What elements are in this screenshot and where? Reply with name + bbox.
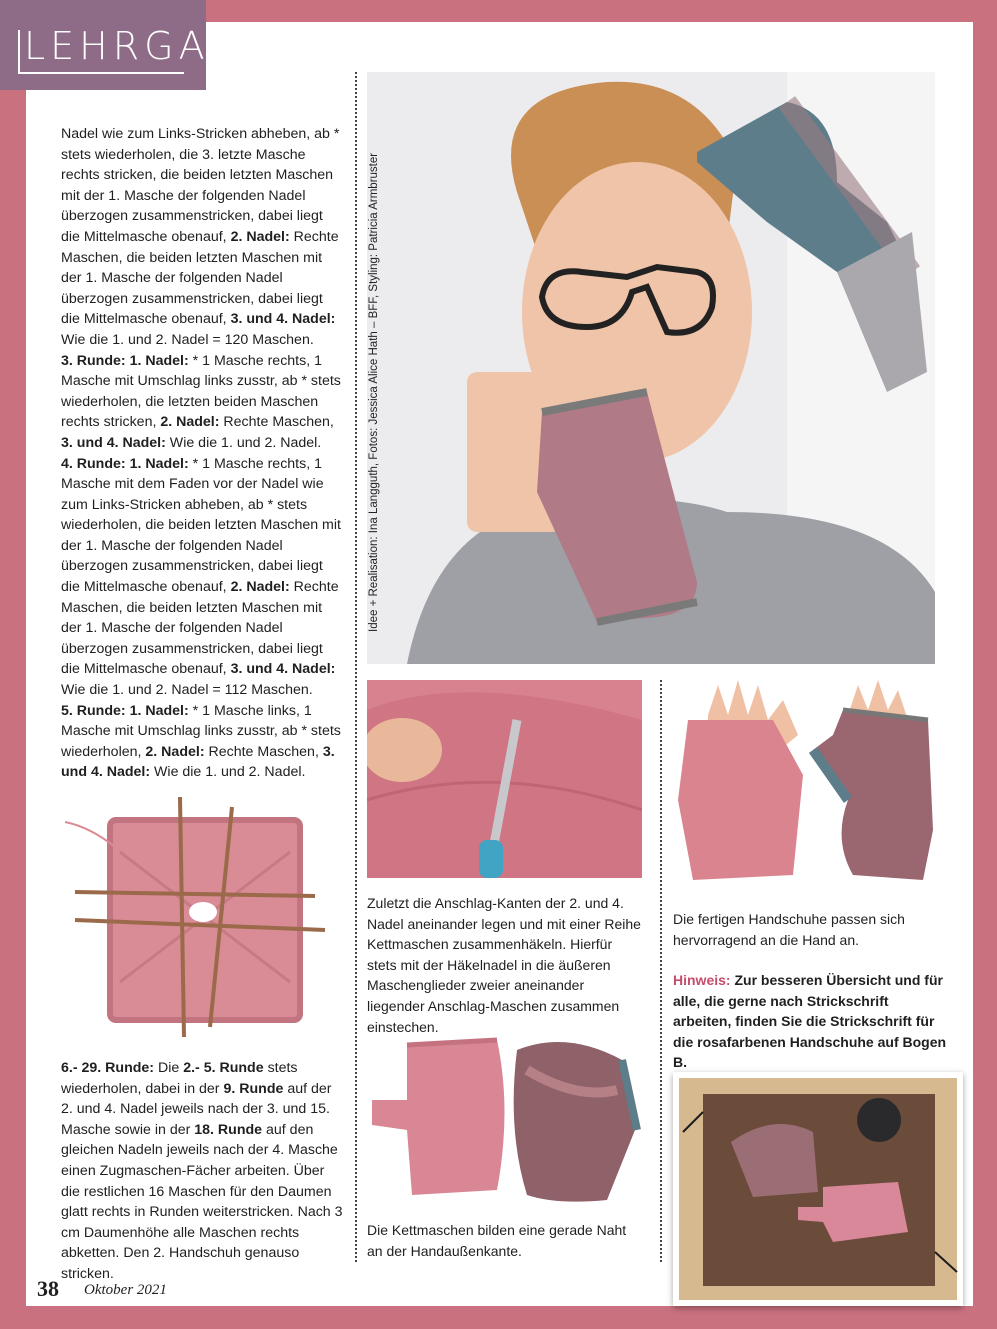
text-run: Nadel wie zum Links-Stricken abheben, ab * stets wiederholen, die 3. letzte Masche rechts stricken, die beiden letzten Maschen mit der 1. Masche der folgenden Nadel überzogen zusammenstricken, dabei liegt die Mittelmasche obenauf, bbox=[61, 126, 340, 245]
photo-credit: Idee + Realisation: Ina Langguth, Fotos: Jessica Alice Hath – BFF, Styling: Patricia Armbruster bbox=[368, 152, 380, 632]
hint-box bbox=[673, 970, 948, 1073]
bold-run: 9. Runde bbox=[223, 1080, 284, 1097]
placemat-mittens-photo bbox=[673, 1072, 963, 1306]
text-run: Wie die 1. und 2. Nadel. bbox=[165, 434, 322, 451]
bold-run: 2.- 5. Runde bbox=[183, 1060, 264, 1076]
bold-run: 2. Nadel: bbox=[230, 228, 290, 245]
crochet-hook-photo bbox=[367, 680, 642, 878]
bold-run: 3. und 4. Nadel: bbox=[230, 311, 336, 328]
bold-run: 6.- 29. Runde: bbox=[61, 1060, 155, 1076]
bold-run: 18. Runde bbox=[194, 1121, 263, 1138]
text-run: Rechte Maschen, die beiden letzten Maschen mit der 1. Masche der folgenden Nadel überzogen zusammenstricken, dabei liegt die Mittelmasche obenauf, bbox=[61, 228, 339, 328]
instructions-intro bbox=[61, 124, 344, 351]
page-number: 38 bbox=[37, 1276, 59, 1301]
section-tab bbox=[0, 0, 278, 90]
issue-date: Oktober 2021 bbox=[84, 1282, 167, 1298]
text-run: stets wiederholen, dabei in der bbox=[61, 1060, 298, 1097]
text-run: Wie die 1. und 2. Nadel. bbox=[150, 764, 306, 781]
section-tab-label: LEHRGANG bbox=[24, 24, 278, 68]
bold-run: 2. Nadel: bbox=[160, 414, 220, 431]
instructions-column-top bbox=[61, 124, 344, 783]
text-run: auf den gleichen Nadeln jeweils nach der 4. Masche einen Zugmaschen-Fächer arbeiten. Über die restlichen 16 Maschen für den Daumen glatt rechts in Runden weiterstricken. Nach 3 cm Daumenhöhe alle Maschen rechts abketten. Den 2. Handschuh genauso stricken. bbox=[61, 1121, 343, 1282]
round-3-paragraph bbox=[61, 351, 344, 454]
hint-label: Hinweis: bbox=[673, 972, 731, 988]
text-run: * 1 Masche rechts, 1 Masche mit Umschlag links zusstr, ab * stets wiederholen, die letzten beiden Maschen rechts stricken, bbox=[61, 352, 341, 431]
tab-decor-line bbox=[18, 30, 20, 74]
caption-seam: Die Kettmaschen bilden eine gerade Naht an der Handaußenkante. bbox=[367, 1222, 627, 1259]
caption-hands: Die fertigen Handschuhe passen sich hervorragend an die Hand an. bbox=[673, 911, 905, 948]
round-5-paragraph bbox=[61, 701, 344, 783]
bold-run: 3. und 4. Nadel: bbox=[230, 661, 336, 678]
round-4-paragraph bbox=[61, 454, 344, 701]
text-run: Rechte Maschen, die beiden letzten Maschen mit der 1. Masche der folgenden Nadel überzogen zusammenstricken, dabei liegt die Mittelmasche obenauf, bbox=[61, 579, 339, 678]
column-divider bbox=[660, 680, 662, 1262]
knitting-needles-photo bbox=[60, 792, 350, 1042]
instructions-column-bottom bbox=[61, 1058, 344, 1285]
text-run: Die bbox=[154, 1060, 184, 1076]
model-wearing-mittens-photo bbox=[367, 72, 935, 664]
text-run: auf der 2. und 4. Nadel jeweils nach der 3. und 15. Masche sowie in der bbox=[61, 1080, 332, 1138]
text-run: Rechte Maschen, bbox=[204, 743, 323, 760]
bold-run: 2. Nadel: bbox=[230, 579, 290, 596]
text-run: Wie die 1. und 2. Nadel = 120 Maschen. bbox=[61, 331, 314, 348]
bold-run: 3. und 4. Nadel: bbox=[61, 743, 335, 781]
hint-text: Zur besseren Übersicht und für alle, die gerne nach Strickschrift arbeiten, finden Sie die Strickschrift für die rosafarbenen Handschuhe auf Bogen B. bbox=[673, 972, 947, 1071]
bold-run: 4. Runde: 1. Nadel: bbox=[61, 455, 189, 472]
caption-crochet: Zuletzt die Anschlag-Kanten der 2. und 4. Nadel aneinander legen und mit einer Reihe Kettmaschen zusammenhäkeln. Hierfür stets mit der Häkelnadel in die äußeren Maschenglieder zweier aneinander liegender Anschlag-Maschen zusammen einstechen. bbox=[367, 895, 641, 1035]
round-6-29-paragraph bbox=[61, 1058, 344, 1285]
hands-wearing-mittens-photo bbox=[673, 680, 945, 892]
bold-run: 3. und 4. Nadel: bbox=[61, 434, 166, 451]
bold-run: 3. Runde: 1. Nadel: bbox=[61, 352, 189, 369]
text-run: Rechte Maschen, bbox=[219, 414, 334, 431]
text-run: Wie die 1. und 2. Nadel = 112 Maschen. bbox=[61, 682, 313, 699]
tab-underline bbox=[18, 72, 184, 74]
column-divider bbox=[355, 72, 357, 1262]
text-run: * 1 Masche links, 1 Masche mit Umschlag links zusstr, ab * stets wiederholen, bbox=[61, 702, 341, 760]
text-run: * 1 Masche rechts, 1 Masche mit dem Faden vor der Nadel wie zum Links-Stricken abheben, ab * stets wiederholen, die beiden letzten Maschen mit der 1. Masche der folgenden Nadel überzogen zusammenstricken, dabei liegt die Mittelmasche obenauf, bbox=[61, 455, 341, 596]
flat-mittens-photo bbox=[367, 1030, 642, 1202]
bold-run: 2. Nadel: bbox=[145, 743, 205, 760]
bold-run: 5. Runde: 1. Nadel: bbox=[61, 702, 189, 719]
